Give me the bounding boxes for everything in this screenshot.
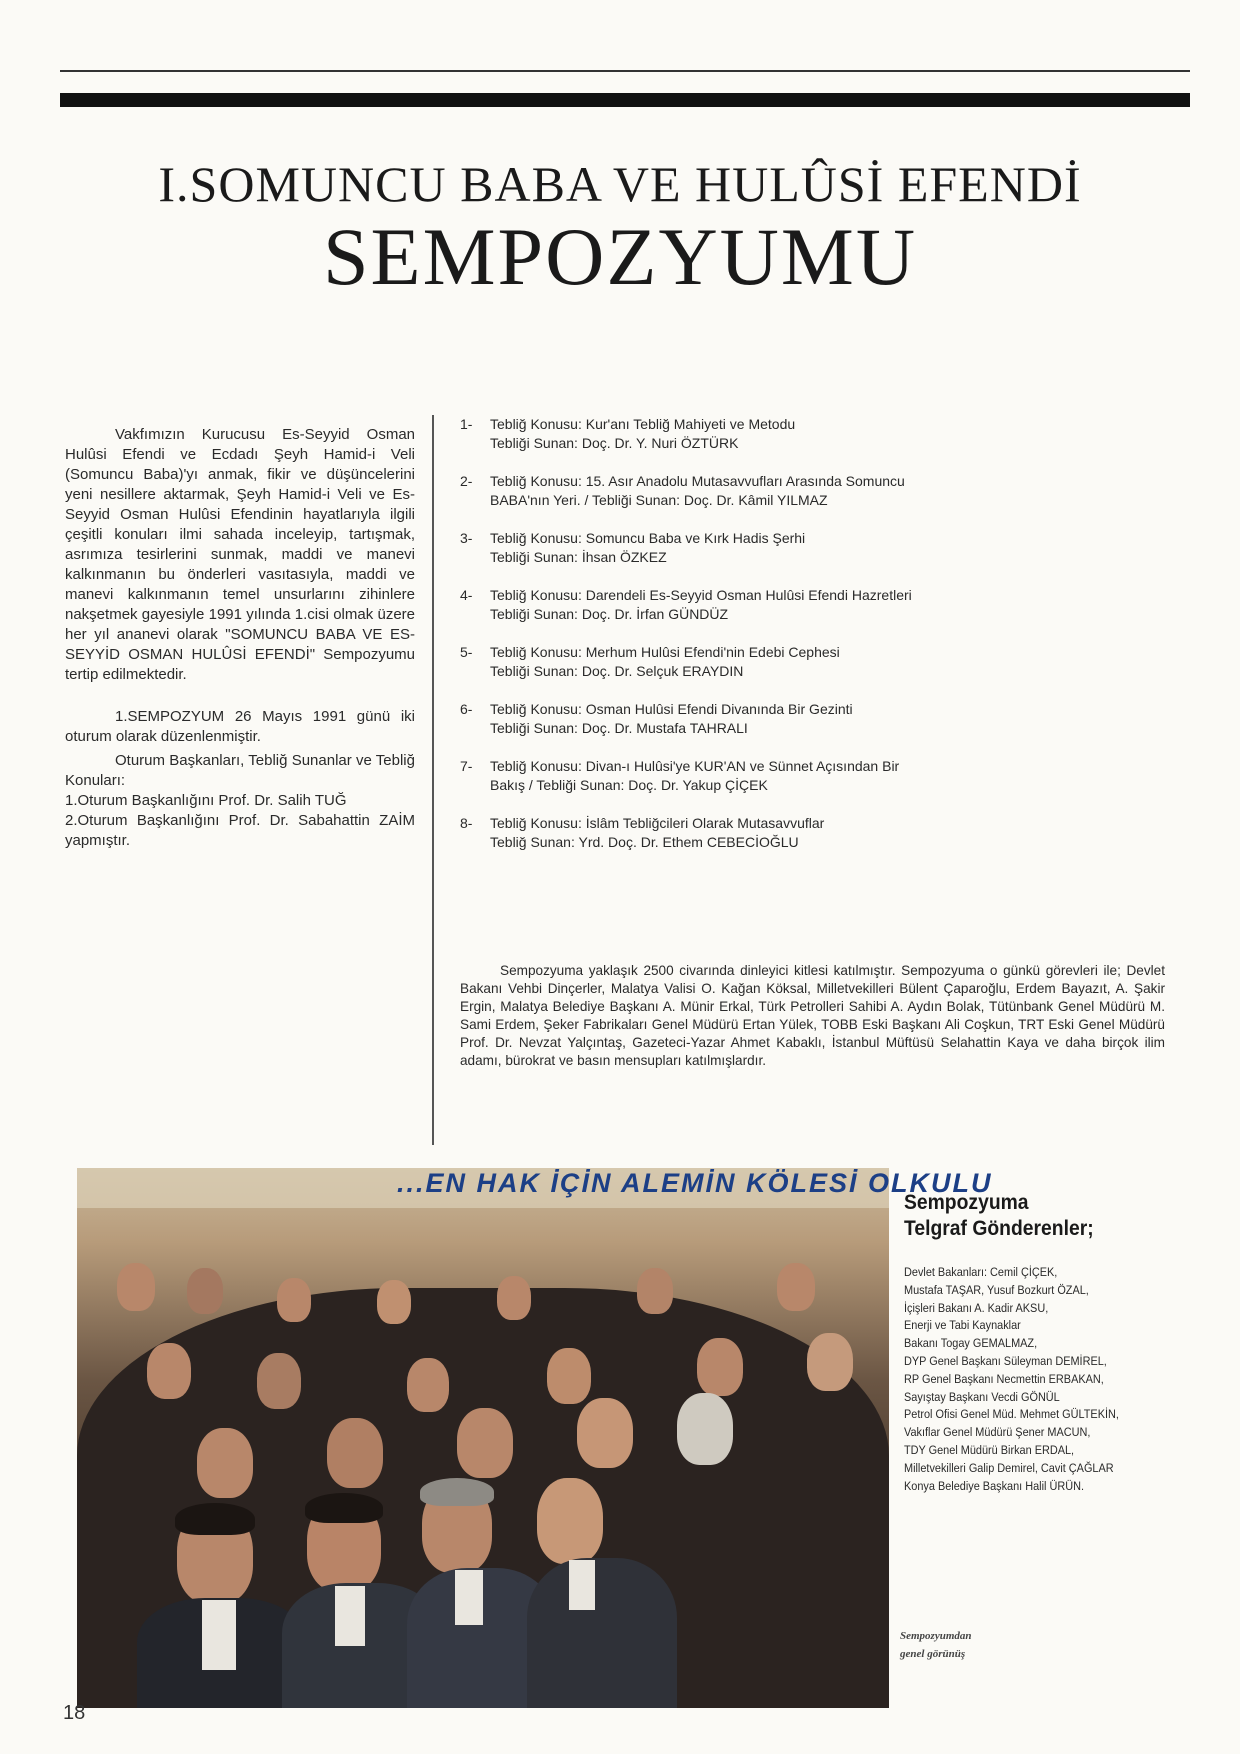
talk-number: 5- (460, 644, 473, 660)
audience-head (457, 1408, 513, 1478)
audience-head (537, 1478, 603, 1564)
page-number: 18 (63, 1702, 86, 1724)
talk-item (460, 643, 1160, 681)
audience-shirt (202, 1600, 236, 1670)
telegram-senders (904, 1190, 1204, 1495)
audience-head (497, 1276, 531, 1320)
sender-line: TDY Genel Müdürü Birkan ERDAL, (904, 1442, 1075, 1457)
photo-banner-text: ...EN HAK İÇİN ALEMİN KÖLESİ OLKULU (397, 1168, 993, 1198)
audience-hair (305, 1493, 383, 1523)
talk-item (460, 757, 1160, 795)
talk-item (460, 814, 1160, 852)
audience-shirt (455, 1570, 483, 1625)
sender-line: İçişleri Bakanı A. Kadir AKSU, (904, 1300, 1049, 1315)
audience-head (277, 1278, 311, 1322)
talk-line: Tebliğ Konusu: Somuncu Baba ve Kırk Hadis Şerhi (490, 530, 806, 546)
talk-item (460, 586, 1160, 624)
talk-number: 3- (460, 530, 473, 546)
top-rule-thick (60, 93, 1190, 107)
session-1: 1.Oturum Başkanlığını Prof. Dr. Salih TUĞ (65, 792, 347, 809)
intro-column (65, 425, 415, 873)
talk-number: 7- (460, 758, 473, 774)
sender-line: RP Genel Başkanı Necmettin ERBAKAN, (904, 1371, 1104, 1386)
talk-list (460, 415, 1160, 871)
sender-list (904, 1264, 1168, 1495)
title-line-1: I.SOMUNCU BABA VE HULÛSİ EFENDİ (158, 156, 1082, 212)
audience-head (187, 1268, 223, 1314)
sender-line: Enerji ve Tabi Kaynaklar (904, 1318, 1021, 1333)
audience-head (637, 1268, 673, 1314)
audience-paragraph: Sempozyuma yaklaşık 2500 civarında dinleyici kitlesi katılmıştır. Sempozyuma o günkü görevleri ile; Devlet Bakanı Vehbi Dinçerler, Malatya Valisi O. Kağan Köksal, Milletvekilleri Bülent Çaparoğlu, Erdem Bayazıt, A. Şakir Ergin, Malatya Belediye Başkanı A. Münir Erkal, Türk Petrolleri Sahibi A. Aydın Bolak, Tütünbank Genel Müdürü M. Sami Erdem, Şeker Fabrikaları Genel Müdürü Ertan Yülek, TOBB Eski Başkanı Ali Coşkun, TRT Eski Genel Müdürü Prof. Dr. Nevzat Yalçıntaş, Gazeteci-Yazar Ahmet Kabaklı, İstanbul Müftüsü Selahattin Kaya ve daha birçok ilim adamı, bürokrat ve basın mensupları katılmışlardır. (460, 963, 1165, 1068)
talk-number: 8- (460, 815, 473, 831)
sender-line: Mustafa TAŞAR, Yusuf Bozkurt ÖZAL, (904, 1282, 1089, 1297)
caption-line-2: genel görünüş (900, 1648, 966, 1660)
audience-head (327, 1418, 383, 1488)
audience-head (807, 1333, 853, 1391)
talk-line: Tebliğ Sunan: Yrd. Doç. Dr. Ethem CEBECİOĞLU (490, 834, 799, 850)
talk-line: Tebliğ Konusu: İslâm Tebliğcileri Olarak Mutasavvuflar (490, 815, 825, 831)
talk-line: Tebliğ Konusu: Osman Hulûsi Efendi Divanında Bir Gezinti (490, 701, 853, 717)
caption-line-1: Sempozyumdan (900, 1630, 972, 1642)
audience-hair (175, 1503, 255, 1535)
audience-head (677, 1393, 733, 1465)
talk-line: Tebliği Sunan: Doç. Dr. Y. Nuri ÖZTÜRK (490, 435, 739, 451)
top-rule-thin (60, 70, 1190, 72)
audience-head (257, 1353, 301, 1409)
photo-caption (900, 1627, 1020, 1663)
audience-shirt (569, 1560, 595, 1610)
audience-head (697, 1338, 743, 1396)
talk-line: Tebliğ Konusu: 15. Asır Anadolu Mutasavvufları Arasında Somuncu (490, 473, 905, 489)
talk-number: 4- (460, 587, 473, 603)
audience-head (117, 1263, 155, 1311)
intro-paragraph: Vakfımızın Kurucusu Es-Seyyid Osman Hulûsi Efendi ve Ecdadı Şeyh Hamid-i Veli (Somuncu Baba)'yı anmak, fikir ve düşüncelerini yeni nesillere aktarmak, Şeyh Hamid-i Veli ve Es-Seyyid Osman Hulûsi Efendinin hayatlarıyla ilgili çeşitli konuları ilmi sahada inceleyip, tartışmak, asrımıza tesirlerini sunmak, maddi ve manevi kalkınmanın bu önderleri vasıtasıyla, maddi ve manevi kalkınmanın temel unsurlarını zihinlere nakşetmek gayesiyle 1991 yılında 1.cisi olmak üzere her yıl ananevi olarak "SOMUNCU BABA VE ES-SEYYİD OSMAN HULÛSİ EFENDİ" Sempozyumu tertip edilmektedir. (65, 426, 415, 683)
audience-head (407, 1358, 449, 1412)
sender-line: Bakanı Togay GEMALMAZ, (904, 1336, 1038, 1351)
talk-item (460, 415, 1160, 453)
sender-line: Sayıştay Başkanı Vecdi GÖNÜL (904, 1389, 1060, 1404)
audience-shirt (335, 1586, 365, 1646)
sidebar-heading-1: Sempozyuma (904, 1191, 1029, 1214)
sender-line: Milletvekilleri Galip Demirel, Cavit ÇAĞLAR (904, 1460, 1114, 1475)
sessions-intro: Oturum Başkanları, Tebliğ Sunanlar ve Tebliğ Konuları: (65, 752, 415, 789)
audience-head (777, 1263, 815, 1311)
talk-item (460, 472, 1160, 510)
audience-head (197, 1428, 253, 1498)
talk-line: Tebliğ Konusu: Darendeli Es-Seyyid Osman Hulûsi Efendi Hazretleri (490, 587, 912, 603)
talk-line: Tebliği Sunan: Doç. Dr. Selçuk ERAYDIN (490, 663, 744, 679)
audience-head (547, 1348, 591, 1404)
sender-line: Vakıflar Genel Müdürü Şener MACUN, (904, 1425, 1091, 1440)
sender-line: Devlet Bakanları: Cemil ÇİÇEK, (904, 1265, 1058, 1279)
talk-number: 6- (460, 701, 473, 717)
title-line-2: SEMPOZYUMU (322, 211, 918, 302)
session-2: 2.Oturum Başkanlığını Prof. Dr. Sabahattin ZAİM yapmıştır. (65, 812, 415, 849)
talk-number: 1- (460, 416, 473, 432)
sender-line: Petrol Ofisi Genel Müd. Mehmet GÜLTEKİN, (904, 1407, 1119, 1422)
audience-suit (527, 1558, 677, 1708)
talk-line: Tebliğ Konusu: Kur'anı Tebliğ Mahiyeti ve Metodu (490, 416, 796, 432)
talk-line: BABA'nın Yeri. / Tebliği Sunan: Doç. Dr. Kâmil YILMAZ (490, 492, 828, 508)
sender-line: Konya Belediye Başkanı Halil ÜRÜN. (904, 1478, 1085, 1493)
column-divider (432, 415, 434, 1145)
talk-line: Bakış / Tebliği Sunan: Doç. Dr. Yakup ÇİÇEK (490, 777, 768, 793)
audience-hair (420, 1478, 494, 1506)
talk-item (460, 529, 1160, 567)
audience-head (577, 1398, 633, 1468)
talk-number: 2- (460, 473, 473, 489)
sender-line: DYP Genel Başkanı Süleyman DEMİREL, (904, 1353, 1107, 1368)
talk-line: Tebliği Sunan: İhsan ÖZKEZ (490, 549, 667, 565)
talk-line: Tebliği Sunan: Doç. Dr. İrfan GÜNDÜZ (490, 606, 729, 622)
talk-line: Tebliğ Konusu: Merhum Hulûsi Efendi'nin Edebi Cephesi (490, 644, 840, 660)
sidebar-heading-2: Telgraf Gönderenler; (904, 1217, 1094, 1240)
talk-item (460, 700, 1160, 738)
talk-line: Tebliği Sunan: Doç. Dr. Mustafa TAHRALI (490, 720, 748, 736)
audience-head (147, 1343, 191, 1399)
date-paragraph: 1.SEMPOZYUM 26 Mayıs 1991 günü iki oturum olarak düzenlenmiştir. (65, 708, 415, 745)
talk-line: Tebliğ Konusu: Divan-ı Hulûsi'ye KUR'AN ve Sünnet Açısından Bir (490, 758, 900, 774)
audience-head (377, 1280, 411, 1324)
